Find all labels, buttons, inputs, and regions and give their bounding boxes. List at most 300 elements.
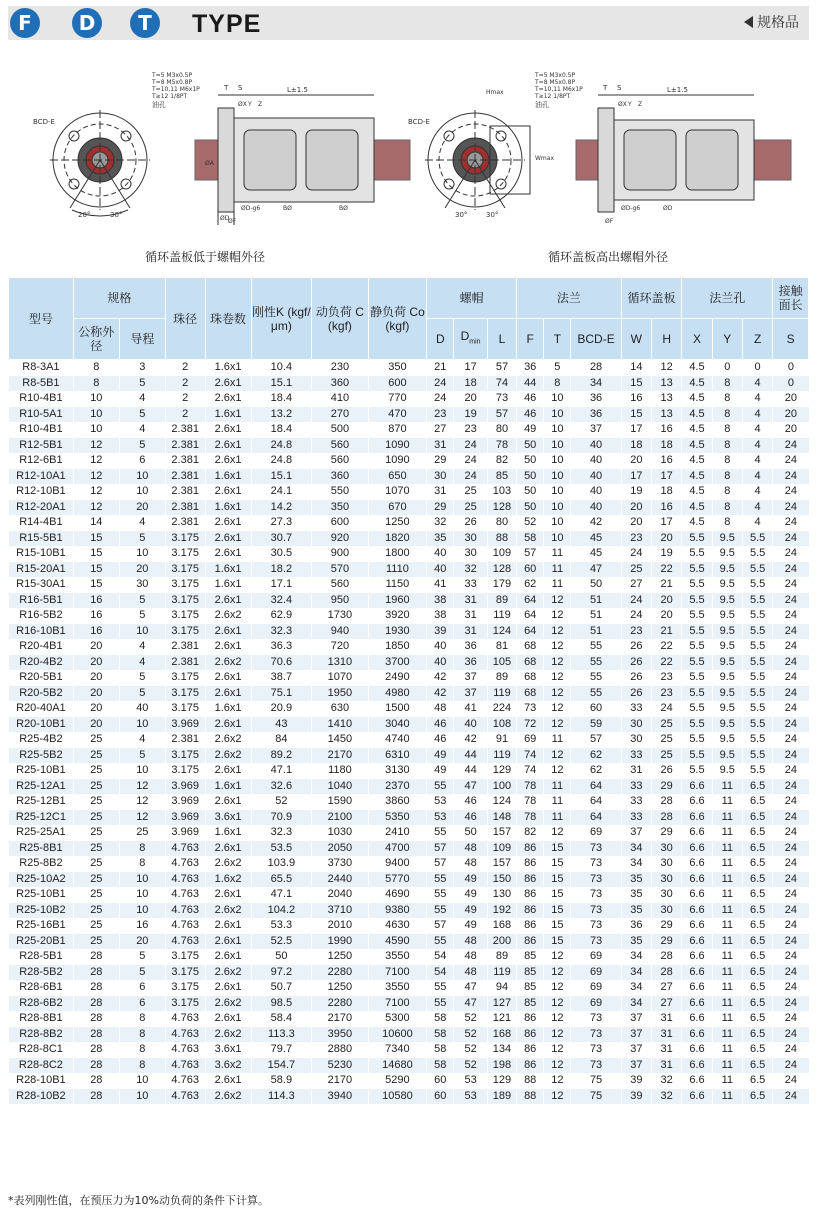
table-cell: 25 (651, 732, 681, 748)
table-cell: 31 (651, 1042, 681, 1058)
table-cell: 38 (427, 608, 454, 624)
table-cell: 73 (487, 391, 516, 407)
table-cell: 1.6x1 (205, 360, 251, 376)
table-cell: 12 (544, 670, 571, 686)
table-cell: 9.5 (712, 748, 742, 764)
table-cell: 69 (571, 996, 621, 1012)
table-cell: 24 (773, 608, 809, 624)
model-cell: R28-5B2 (9, 965, 74, 981)
table-cell: 40 (571, 453, 621, 469)
table-cell: 4740 (368, 732, 427, 748)
table-cell: 69 (571, 980, 621, 996)
table-cell: 20 (73, 655, 119, 671)
table-cell: 4 (742, 469, 772, 485)
table-row (9, 856, 809, 872)
table-cell: 53.5 (251, 841, 312, 857)
table-cell: 12 (544, 1058, 571, 1074)
table-cell: 28 (651, 810, 681, 826)
dim-f-label: ØF (605, 218, 614, 225)
table-cell: 5.5 (682, 577, 712, 593)
table-cell: 73 (571, 903, 621, 919)
table-cell: 80 (487, 422, 516, 438)
table-cell: 28 (73, 1011, 119, 1027)
table-cell: 12 (119, 779, 165, 795)
table-cell: 1960 (368, 593, 427, 609)
table-cell: 5.5 (682, 763, 712, 779)
table-cell: 1990 (312, 934, 368, 950)
table-cell: 19 (621, 484, 651, 500)
dim-x-label: ØX (618, 101, 627, 108)
table-cell: 2.6x1 (205, 980, 251, 996)
table-cell: 0 (742, 360, 772, 376)
table-cell: 5230 (312, 1058, 368, 1074)
table-row (9, 515, 809, 531)
table-cell: 86 (517, 903, 544, 919)
table-cell: 53 (454, 1073, 487, 1089)
table-cell: 6.5 (742, 918, 772, 934)
table-cell: 2.6x2 (205, 903, 251, 919)
table-cell: 38 (427, 593, 454, 609)
table-cell: 26 (621, 686, 651, 702)
table-cell: 55 (427, 996, 454, 1012)
table-cell: 10 (119, 624, 165, 640)
table-cell: 36 (571, 407, 621, 423)
table-cell: 20 (73, 717, 119, 733)
table-cell: 30 (651, 872, 681, 888)
bolt-hole (121, 179, 131, 189)
table-cell: 8 (712, 453, 742, 469)
table-cell: 14.2 (251, 500, 312, 516)
table-cell: 6.5 (742, 825, 772, 841)
table-cell: 560 (312, 577, 368, 593)
table-cell: 50.7 (251, 980, 312, 996)
table-cell: 86 (517, 856, 544, 872)
table-cell: 129 (487, 1073, 516, 1089)
table-cell: 10 (119, 546, 165, 562)
table-cell: 62 (571, 763, 621, 779)
table-row (9, 686, 809, 702)
dim-b-label: BØ (283, 205, 292, 212)
table-cell: 3920 (368, 608, 427, 624)
table-cell: 4590 (368, 934, 427, 950)
table-cell: 200 (487, 934, 516, 950)
model-cell: R28-8C1 (9, 1042, 74, 1058)
table-cell: 9.5 (712, 701, 742, 717)
table-cell: 47 (454, 996, 487, 1012)
table-cell: 5.5 (682, 748, 712, 764)
table-cell: 12 (544, 996, 571, 1012)
table-cell: 24 (773, 593, 809, 609)
table-cell: 4.5 (682, 422, 712, 438)
table-cell: 46 (454, 810, 487, 826)
table-cell: 3.175 (165, 763, 205, 779)
table-cell: 2490 (368, 670, 427, 686)
table-cell: 109 (487, 841, 516, 857)
table-cell: 85 (517, 996, 544, 1012)
table-cell: 37 (621, 1011, 651, 1027)
table-cell: 60 (427, 1089, 454, 1105)
table-cell: 42 (454, 732, 487, 748)
col-nut: 螺帽 (427, 278, 517, 319)
table-cell: 24 (773, 934, 809, 950)
table-cell: 9400 (368, 856, 427, 872)
table-cell: 600 (368, 376, 427, 392)
table-cell: 34 (621, 949, 651, 965)
table-row (9, 701, 809, 717)
table-cell: 24 (773, 469, 809, 485)
table-cell: 24 (773, 887, 809, 903)
table-cell: 10 (119, 887, 165, 903)
table-cell: 3.6x1 (205, 810, 251, 826)
table-cell: 48 (454, 965, 487, 981)
table-cell: 4.763 (165, 934, 205, 950)
table-cell: 5 (119, 670, 165, 686)
table-cell: 18 (651, 484, 681, 500)
table-cell: 86 (517, 918, 544, 934)
col-l: L (487, 319, 516, 360)
table-cell: 2.6x2 (205, 748, 251, 764)
table-cell: 32.3 (251, 624, 312, 640)
table-cell: 4 (119, 655, 165, 671)
dim-x-label: ØX (238, 101, 247, 108)
table-cell: 4 (119, 515, 165, 531)
table-cell: 10 (119, 484, 165, 500)
table-cell: 70.9 (251, 810, 312, 826)
table-cell: 6.5 (742, 903, 772, 919)
col-flange: 法兰 (517, 278, 622, 319)
table-cell: 25 (73, 903, 119, 919)
table-cell: 11 (712, 934, 742, 950)
length-label: L±1.5 (287, 86, 308, 94)
col-contact: 接触面长 (773, 278, 809, 319)
table-cell: 5.5 (682, 670, 712, 686)
table-cell: 360 (312, 376, 368, 392)
table-cell: 12 (544, 1089, 571, 1105)
table-cell: 6.6 (682, 1042, 712, 1058)
table-cell: 30.5 (251, 546, 312, 562)
table-cell: 4 (742, 407, 772, 423)
table-cell: 630 (312, 701, 368, 717)
table-cell: 12 (544, 701, 571, 717)
table-cell: 20 (773, 422, 809, 438)
table-cell: 3730 (312, 856, 368, 872)
table-row (9, 670, 809, 686)
table-cell: 24 (773, 717, 809, 733)
table-cell: 1590 (312, 794, 368, 810)
table-cell: 6.6 (682, 825, 712, 841)
table-cell: 62.9 (251, 608, 312, 624)
dim-dg6-label: ØD-g6 (621, 205, 641, 212)
table-cell: 6.5 (742, 1011, 772, 1027)
table-cell: 5.5 (742, 701, 772, 717)
table-cell: 12 (119, 810, 165, 826)
table-cell: 25 (73, 779, 119, 795)
table-cell: 24 (773, 810, 809, 826)
table-cell: 2.6x1 (205, 624, 251, 640)
table-cell: 1950 (312, 686, 368, 702)
table-cell: 5 (119, 376, 165, 392)
table-cell: 18.4 (251, 422, 312, 438)
table-row (9, 996, 809, 1012)
table-row (9, 965, 809, 981)
table-cell: 12 (544, 624, 571, 640)
model-cell: R28-10B1 (9, 1073, 74, 1089)
table-cell: 550 (312, 484, 368, 500)
table-cell: 91 (487, 732, 516, 748)
col-dmin-sub: min (469, 338, 481, 346)
table-cell: 224 (487, 701, 516, 717)
table-cell: 10580 (368, 1089, 427, 1105)
table-cell: 6.6 (682, 1058, 712, 1074)
table-cell: 5.5 (742, 748, 772, 764)
table-cell: 17 (621, 469, 651, 485)
table-cell: 24 (773, 1089, 809, 1105)
table-cell: 3.175 (165, 748, 205, 764)
table-cell: 104.2 (251, 903, 312, 919)
table-cell: 12 (73, 469, 119, 485)
table-cell: 8 (712, 422, 742, 438)
dim-z-label: Z (638, 101, 643, 108)
table-cell: 24 (773, 949, 809, 965)
table-cell: 1250 (312, 980, 368, 996)
table-cell: 12 (544, 717, 571, 733)
model-cell: R20-10B1 (9, 717, 74, 733)
table-cell: 28 (73, 1027, 119, 1043)
table-cell: 73 (571, 1058, 621, 1074)
table-cell: 920 (312, 531, 368, 547)
table-cell: 57 (571, 732, 621, 748)
table-cell: 24.8 (251, 438, 312, 454)
table-cell: 15.1 (251, 376, 312, 392)
table-cell: 6.6 (682, 980, 712, 996)
model-cell: R14-4B1 (9, 515, 74, 531)
table-cell: 2.6x1 (205, 422, 251, 438)
table-cell: 4.763 (165, 1089, 205, 1105)
table-cell: 24 (773, 825, 809, 841)
table-cell: 78 (517, 794, 544, 810)
table-row (9, 934, 809, 950)
table-cell: 4 (742, 376, 772, 392)
table-cell: 5.5 (682, 732, 712, 748)
table-cell: 10 (119, 903, 165, 919)
table-cell: 18.2 (251, 562, 312, 578)
table-cell: 52 (251, 794, 312, 810)
table-cell: 85 (517, 949, 544, 965)
table-cell: 119 (487, 608, 516, 624)
table-cell: 88 (517, 1089, 544, 1105)
table-cell: 84 (251, 732, 312, 748)
table-cell: 1.6x1 (205, 701, 251, 717)
table-cell: 12 (544, 639, 571, 655)
table-cell: 30 (119, 577, 165, 593)
table-cell: 2.381 (165, 515, 205, 531)
table-cell: 55 (571, 670, 621, 686)
right-flange-end-view (425, 110, 530, 210)
table-cell: 30 (454, 531, 487, 547)
table-cell: 6.5 (742, 996, 772, 1012)
table-cell: 24 (773, 515, 809, 531)
table-cell: 27 (651, 996, 681, 1012)
table-cell: 6.5 (742, 872, 772, 888)
table-cell: 79.7 (251, 1042, 312, 1058)
table-cell: 2.6x1 (205, 934, 251, 950)
table-cell: 5350 (368, 810, 427, 826)
table-cell: 189 (487, 1089, 516, 1105)
table-cell: 5300 (368, 1011, 427, 1027)
table-cell: 5.5 (742, 577, 772, 593)
col-z: Z (742, 319, 772, 360)
table-cell: 24 (773, 531, 809, 547)
table-cell: 24.1 (251, 484, 312, 500)
table-cell: 11 (712, 1042, 742, 1058)
table-cell: 5 (119, 748, 165, 764)
table-cell: 57 (487, 407, 516, 423)
model-cell: R25-20B1 (9, 934, 74, 950)
table-cell: 24 (621, 546, 651, 562)
model-cell: R12-10B1 (9, 484, 74, 500)
table-cell: 5.5 (742, 732, 772, 748)
table-cell: 1.6x1 (205, 825, 251, 841)
table-cell: 26 (454, 515, 487, 531)
table-cell: 25 (454, 484, 487, 500)
table-cell: 5.5 (742, 608, 772, 624)
table-cell: 11 (544, 810, 571, 826)
table-cell: 2280 (312, 996, 368, 1012)
table-cell: 6 (119, 453, 165, 469)
model-cell: R15-5B1 (9, 531, 74, 547)
table-cell: 5 (119, 531, 165, 547)
table-cell: 0 (773, 376, 809, 392)
table-cell: 34 (621, 965, 651, 981)
table-cell: 3.175 (165, 608, 205, 624)
table-cell: 60 (517, 562, 544, 578)
table-cell: 55 (427, 903, 454, 919)
table-cell: 8 (119, 856, 165, 872)
table-cell: 32 (651, 1089, 681, 1105)
table-cell: 28 (651, 949, 681, 965)
table-cell: 150 (487, 872, 516, 888)
table-cell: 31 (621, 763, 651, 779)
table-cell: 58 (517, 531, 544, 547)
table-row (9, 794, 809, 810)
table-cell: 28 (73, 1042, 119, 1058)
table-cell: 14680 (368, 1058, 427, 1074)
table-cell: 4 (119, 391, 165, 407)
table-cell: 670 (368, 500, 427, 516)
table-cell: 25 (651, 748, 681, 764)
table-cell: 52 (517, 515, 544, 531)
table-cell: 11 (712, 1027, 742, 1043)
table-cell: 16 (621, 391, 651, 407)
table-cell: 4 (742, 500, 772, 516)
table-cell: 48 (454, 841, 487, 857)
table-cell: 1310 (312, 655, 368, 671)
table-cell: 20 (454, 391, 487, 407)
table-cell: 4.5 (682, 515, 712, 531)
table-cell: 24 (773, 639, 809, 655)
model-cell: R28-8C2 (9, 1058, 74, 1074)
table-cell: 78 (517, 779, 544, 795)
table-row (9, 887, 809, 903)
table-cell: 11 (712, 980, 742, 996)
table-cell: 57 (427, 918, 454, 934)
table-cell: 4.763 (165, 1042, 205, 1058)
table-cell: 129 (487, 763, 516, 779)
table-cell: 4 (742, 438, 772, 454)
table-cell: 32 (454, 562, 487, 578)
table-cell: 16 (651, 422, 681, 438)
table-cell: 5.5 (682, 639, 712, 655)
table-cell: 2440 (312, 872, 368, 888)
table-cell: 2.6x2 (205, 1027, 251, 1043)
table-cell: 6.5 (742, 980, 772, 996)
table-cell: 130 (487, 887, 516, 903)
table-cell: 34 (621, 980, 651, 996)
table-cell: 870 (368, 422, 427, 438)
table-cell: 49 (454, 903, 487, 919)
table-row (9, 624, 809, 640)
table-cell: 24 (773, 624, 809, 640)
table-cell: 9.5 (712, 717, 742, 733)
table-cell: 103 (487, 484, 516, 500)
table-cell: 25 (73, 810, 119, 826)
table-cell: 33 (454, 577, 487, 593)
footnote: *表列刚性值，在预压力为10%动负荷的条件下计算。 (8, 1194, 269, 1207)
table-cell: 11 (544, 546, 571, 562)
badge-d: D (72, 8, 102, 38)
table-cell: 6.6 (682, 1011, 712, 1027)
table-cell: 2.6x1 (205, 453, 251, 469)
table-cell: 40 (571, 484, 621, 500)
table-row (9, 763, 809, 779)
table-cell: 2.6x1 (205, 593, 251, 609)
table-cell: 31 (454, 593, 487, 609)
table-cell: 86 (517, 1027, 544, 1043)
table-cell: 22 (651, 562, 681, 578)
table-cell: 15 (544, 856, 571, 872)
table-cell: 31 (454, 624, 487, 640)
table-cell: 55 (427, 872, 454, 888)
table-cell: 4.5 (682, 407, 712, 423)
table-cell: 51 (571, 624, 621, 640)
table-cell: 20 (621, 500, 651, 516)
spec-line: T=10,11 M6x1P (152, 86, 200, 93)
table-cell: 19 (651, 546, 681, 562)
table-cell: 30 (651, 887, 681, 903)
table-cell: 24 (773, 1011, 809, 1027)
table-cell: 24 (773, 1027, 809, 1043)
table-cell: 24 (773, 856, 809, 872)
left-flange-end-view (50, 110, 150, 216)
table-cell: 4.5 (682, 360, 712, 376)
table-cell: 26 (621, 655, 651, 671)
col-spec: 规格 (73, 278, 165, 319)
table-cell: 2.381 (165, 484, 205, 500)
table-cell: 3.175 (165, 949, 205, 965)
table-cell: 52.5 (251, 934, 312, 950)
table-cell: 15 (544, 841, 571, 857)
spec-line: T=8 M5x0.8P (535, 79, 576, 86)
table-cell: 57 (487, 360, 516, 376)
table-cell: 24 (773, 484, 809, 500)
table-cell: 47.1 (251, 763, 312, 779)
table-cell: 20 (773, 407, 809, 423)
table-cell: 2.6x2 (205, 1089, 251, 1105)
table-cell: 2100 (312, 810, 368, 826)
table-cell: 24 (454, 469, 487, 485)
table-cell: 10 (119, 1089, 165, 1105)
table-cell: 29 (651, 779, 681, 795)
